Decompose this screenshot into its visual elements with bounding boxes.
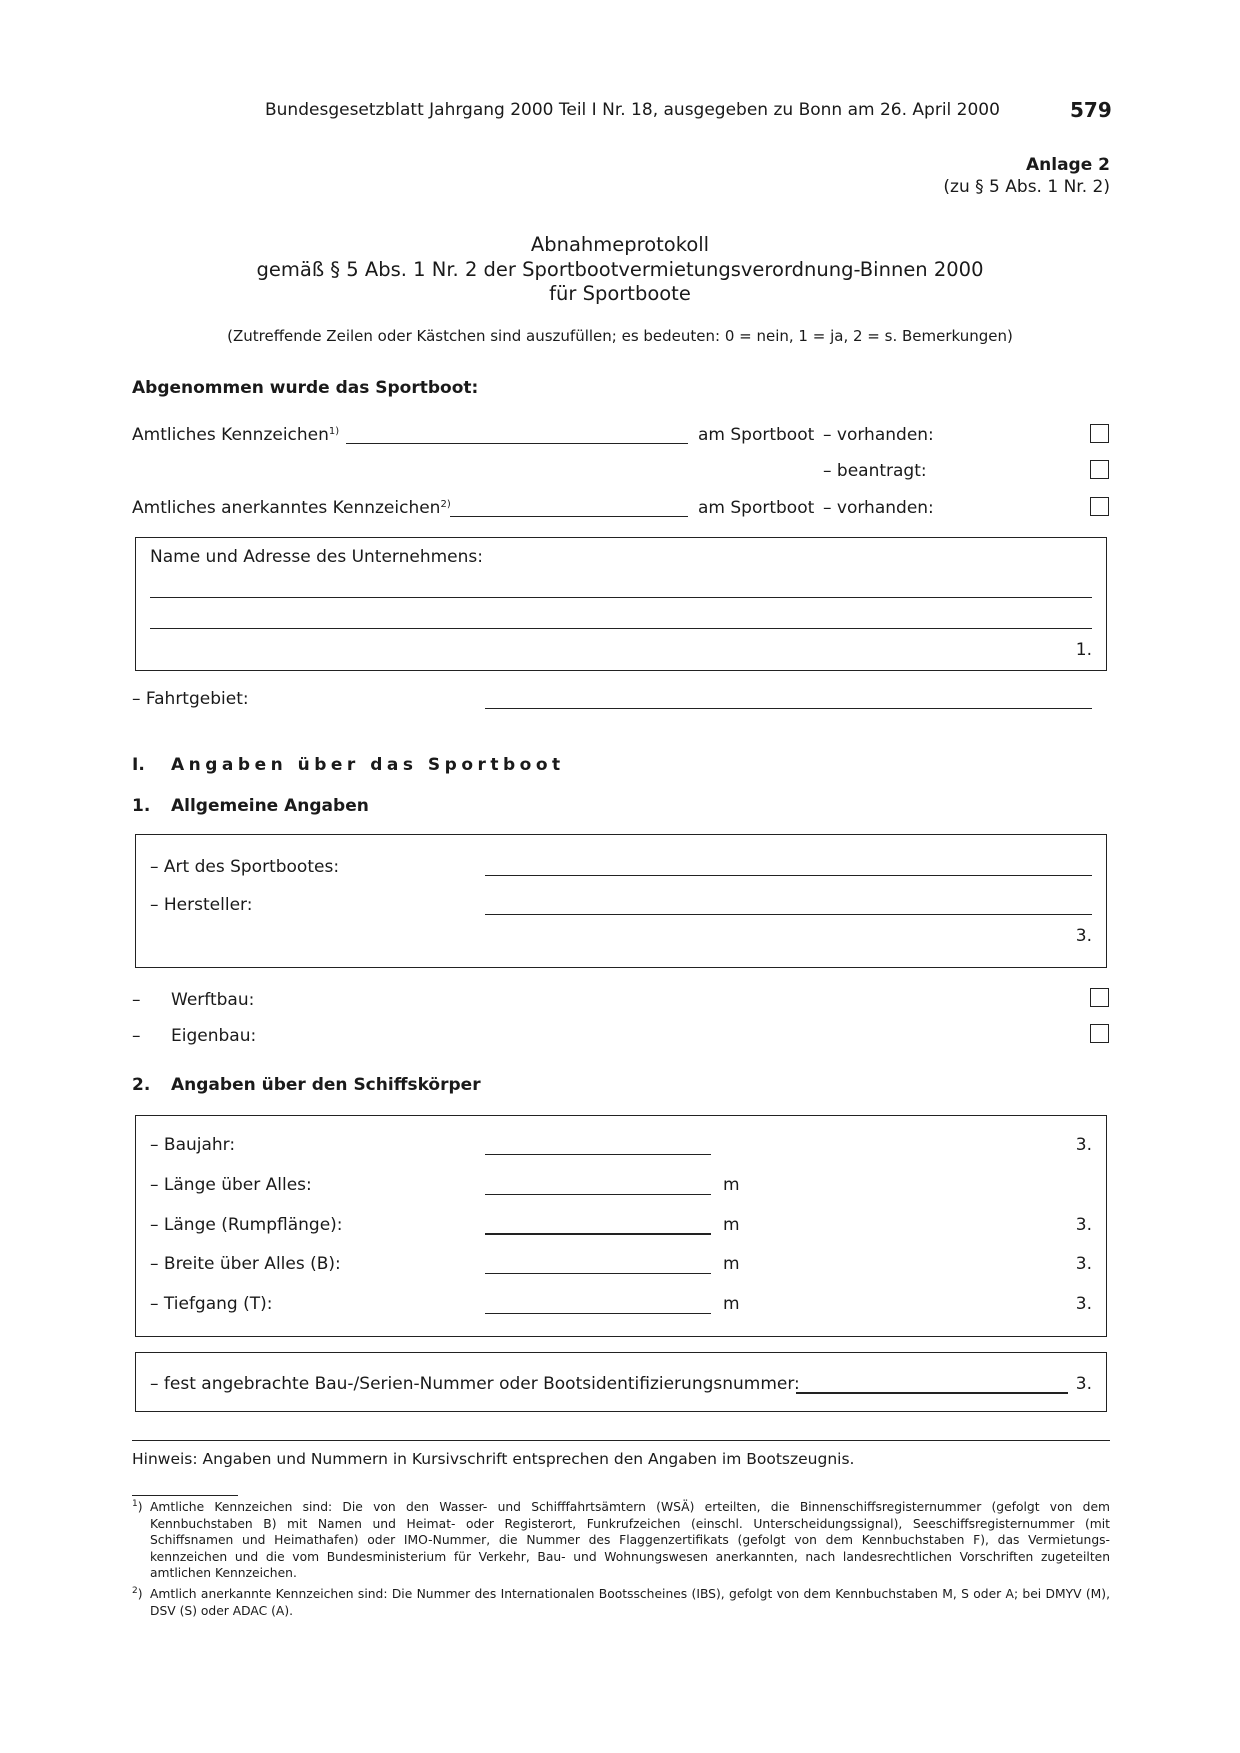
draft-field[interactable]: [485, 1313, 711, 1314]
loa-label: – Länge über Alles:: [150, 1175, 312, 1195]
official-applied-checkbox[interactable]: [1090, 460, 1109, 479]
yard-built-label: Werftbau:: [171, 990, 255, 1010]
recognized-mark-field[interactable]: [450, 516, 688, 517]
hull-length-field[interactable]: [485, 1233, 711, 1235]
manufacturer-label: – Hersteller:: [150, 895, 253, 915]
boat-type-label: – Art des Sportbootes:: [150, 857, 340, 877]
section-title: Angaben über das Sportboot: [171, 755, 565, 775]
title-line-1: Abnahmeprotokoll: [530, 233, 710, 256]
hull-length-code: 3.: [1075, 1215, 1092, 1235]
official-mark-text: Amtliches Kennzeichen: [132, 425, 329, 445]
official-mark-field[interactable]: [346, 443, 688, 444]
accepted-heading: Abgenommen wurde das Sportboot:: [132, 378, 479, 398]
page-number: 579: [1070, 98, 1112, 122]
self-built-label: Eigenbau:: [171, 1026, 257, 1046]
serial-code: 3.: [1075, 1374, 1092, 1394]
self-built-checkbox[interactable]: [1090, 1024, 1109, 1043]
official-mark-label: [132, 425, 339, 445]
document-title: [0, 233, 1240, 307]
yard-dash: –: [132, 990, 141, 1010]
annex-label: Anlage 2: [1025, 155, 1110, 175]
hull-length-unit: m: [723, 1215, 740, 1235]
beam-label: – Breite über Alles (B):: [150, 1254, 341, 1274]
footnote-ref-1: 1): [328, 426, 340, 437]
footnote-1-number: 1: [132, 1499, 138, 1509]
company-code: 1.: [1075, 640, 1092, 660]
build-year-field[interactable]: [485, 1154, 711, 1155]
present-label-1: – vorhanden:: [823, 425, 934, 445]
boat-type-field[interactable]: [485, 875, 1092, 876]
beam-code: 3.: [1075, 1254, 1092, 1274]
section-numeral: I.: [132, 755, 145, 775]
footnote-rule: [132, 1495, 238, 1496]
beam-field[interactable]: [485, 1273, 711, 1274]
present-label-2: – vorhanden:: [823, 498, 934, 518]
official-present-checkbox[interactable]: [1090, 424, 1109, 443]
yard-built-checkbox[interactable]: [1090, 988, 1109, 1007]
recognized-present-checkbox[interactable]: [1090, 497, 1109, 516]
draft-code: 3.: [1075, 1294, 1092, 1314]
serial-label: – fest angebrachte Bau-/Serien-Nummer oder Bootsidentifizierungsnummer:: [150, 1374, 800, 1394]
company-line-1[interactable]: [150, 597, 1092, 598]
on-boat-label-2: am Sportboot: [698, 498, 815, 518]
footnote-ref-2: 2): [440, 499, 451, 510]
journal-header: Bundesgesetzblatt Jahrgang 2000 Teil I Nr. 18, ausgegeben zu Bonn am 26. April 2000: [265, 100, 1000, 120]
subsection-2-title: Angaben über den Schiffskörper: [171, 1075, 481, 1095]
build-year-label: – Baujahr:: [150, 1135, 236, 1155]
draft-label: – Tiefgang (T):: [150, 1294, 273, 1314]
subsection-2-number: 2.: [132, 1075, 151, 1095]
italic-note: Hinweis: Angaben und Nummern in Kursivschrift entsprechen den Angaben im Bootszeugnis.: [132, 1450, 855, 1468]
footnote-1-text: Amtliche Kennzeichen sind: Die von den Wasser- und Schifffahrtsämtern (WSÄ) erteilten, die Binnenschiffsregisternummer (gefolgt von dem Kennbuchstaben B) mit Namen und Heimat- oder Registerort, Funkrufzeichen (einschl. Unterscheidungssignal), Seeschiffsregisternummer (mit Schiffsnamen und Heimathafen) oder IMO-Nummer, die Nummer des Flaggenzertifikats (gefolgt von dem Kennbuchstaben F), das Vermietungs-kennzeichen und die vom Bundesministerium für Verkehr, Bau- und Wohnungswesen anerkannten, nach landesrechtlichen Vorschriften zugeteilten amtlichen Kennzeichen.: [150, 1500, 1110, 1580]
serial-field[interactable]: [796, 1392, 1068, 1394]
general-info-box: [135, 834, 1107, 968]
note-rule: [132, 1440, 1110, 1441]
fill-instruction: (Zutreffende Zeilen oder Kästchen sind auszufüllen; es bedeuten: 0 = nein, 1 = ja, 2 = s. Bemerkungen): [227, 327, 1013, 345]
subsection-1-number: 1.: [132, 796, 151, 816]
annex-reference: (zu § 5 Abs. 1 Nr. 2): [943, 177, 1110, 197]
footnote-1-mark: $^1$): [132, 1499, 143, 1514]
title-line-2: gemäß § 5 Abs. 1 Nr. 2 der Sportbootvermietungsverordnung-Binnen 2000: [256, 257, 984, 281]
footnote-2-mark: $^2$): [132, 1586, 143, 1601]
footnote-2-number: 2: [132, 1586, 138, 1596]
beam-unit: m: [723, 1254, 740, 1274]
draft-unit: m: [723, 1294, 740, 1314]
recognized-mark-text: Amtliches anerkanntes Kennzeichen: [132, 498, 441, 518]
hull-length-label: – Länge (Rumpflänge):: [150, 1215, 343, 1235]
general-code: 3.: [1075, 926, 1092, 946]
subsection-1-title: Allgemeine Angaben: [171, 796, 369, 816]
loa-field[interactable]: [485, 1194, 711, 1195]
operating-area-label: – Fahrtgebiet:: [132, 689, 249, 709]
footnote-2-text: Amtlich anerkannte Kennzeichen sind: Die Nummer des Internationalen Bootsscheines (IBS), gefolgt von dem Kennbuchstaben M, S oder A; bei DMYV (M), DSV (S) oder ADAC (A).: [150, 1587, 1110, 1618]
operating-area-field[interactable]: [485, 708, 1092, 709]
applied-label: – beantragt:: [823, 461, 927, 481]
company-line-2[interactable]: [150, 628, 1092, 629]
build-year-code: 3.: [1075, 1135, 1092, 1155]
self-dash: –: [132, 1026, 141, 1046]
on-boat-label-1: am Sportboot: [698, 425, 815, 445]
manufacturer-field[interactable]: [485, 914, 1092, 915]
loa-unit: m: [723, 1175, 740, 1195]
title-line-3: für Sportboote: [549, 282, 691, 305]
company-label: Name und Adresse des Unternehmens:: [150, 547, 484, 567]
recognized-mark-label: [132, 498, 451, 518]
